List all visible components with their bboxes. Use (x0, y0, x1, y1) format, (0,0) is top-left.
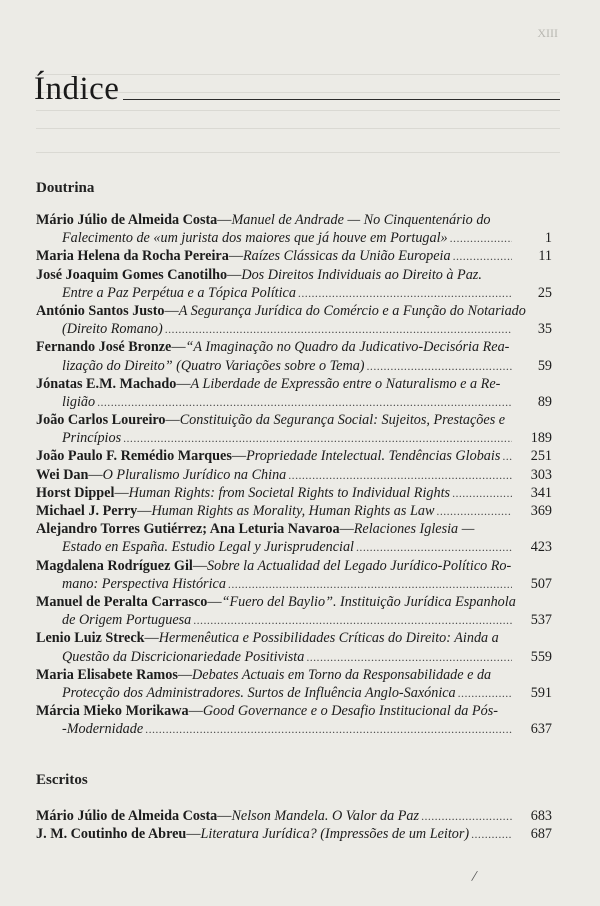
toc-entry-line (36, 538, 552, 556)
dot-leader (458, 684, 512, 702)
entry-dash: — (171, 339, 186, 356)
dot-leader (97, 393, 512, 411)
toc-entry-line (36, 211, 552, 229)
entry-author: José Joaquim Gomes Canotilho (36, 266, 228, 283)
entry-dash: — (165, 412, 180, 429)
toc-entry-line (36, 357, 552, 375)
entry-title: Human Rights: from Societal Rights to Individual Rights (128, 484, 451, 501)
toc-entry (36, 520, 552, 556)
entry-page: 341 (530, 484, 552, 501)
title-rule (123, 99, 560, 100)
dot-leader (502, 447, 512, 465)
entry-page: 687 (530, 826, 552, 843)
toc-entry-line (36, 702, 552, 720)
entry-page: 683 (530, 808, 552, 824)
dot-leader (145, 720, 512, 738)
dot-leader (453, 247, 512, 265)
entry-title: -Modernidade (62, 721, 144, 738)
entry-page: 59 (537, 357, 552, 374)
entry-author: Lenio Luiz Streck (36, 630, 145, 647)
toc-entry (36, 557, 552, 593)
entry-title: Sobre la Actualidad del Legado Jurídico-Político Ro- (207, 557, 512, 574)
toc-entry-line (36, 411, 552, 429)
toc-list-doutrina (36, 211, 552, 738)
entry-author: João Paulo F. Remédio Marques (36, 448, 232, 465)
toc-entry (36, 484, 552, 502)
toc-entry-line (36, 466, 552, 484)
entry-title: (Direito Romano) (62, 321, 163, 338)
toc-entry (36, 466, 552, 484)
toc-entry (36, 702, 552, 738)
entry-title: Falecimento de «um jurista dos maiores que já houve em Portugal» (62, 230, 448, 247)
toc-entry-line (36, 825, 552, 843)
toc-entry-line (36, 629, 552, 647)
entry-page: 423 (530, 539, 552, 556)
toc-entry (36, 411, 552, 447)
entry-dash: — (88, 466, 103, 483)
entry-page: 89 (537, 393, 552, 410)
toc-entry (36, 447, 552, 465)
toc-entry-line (36, 807, 552, 825)
toc-entry-line (36, 520, 552, 538)
entry-dash: — (339, 521, 354, 538)
entry-dash: — (137, 503, 152, 519)
entry-title: O Pluralismo Jurídico na China (102, 466, 287, 483)
toc-entry-line (36, 611, 552, 629)
toc-entry (36, 247, 552, 265)
entry-author: Mário Júlio de Almeida Costa (36, 212, 218, 228)
entry-author: J. M. Coutinho de Abreu (36, 826, 187, 843)
dot-leader (367, 357, 512, 375)
dot-leader (421, 807, 512, 825)
entry-title: Estado en España. Estudio Legal y Jurisprudencial (62, 539, 355, 556)
entry-dash: — (192, 557, 208, 574)
section-heading-doutrina: Doutrina (36, 180, 95, 196)
toc-entry-line (36, 284, 552, 302)
entry-page: 25 (537, 284, 552, 301)
entry-author: Michael J. Perry (36, 503, 138, 519)
entry-author: Maria Elisabete Ramos (36, 666, 178, 683)
dot-leader (123, 429, 512, 447)
entry-dash: — (227, 266, 242, 283)
entry-title: Human Rights as Morality, Human Rights as Law (151, 503, 435, 519)
toc-entry (36, 266, 552, 302)
toc-entry-line (36, 320, 552, 338)
toc-entry-line (36, 302, 552, 320)
entry-dash: — (228, 248, 243, 265)
dot-leader (356, 538, 512, 556)
entry-title: A Liberdade de Expressão entre o Naturalismo e a Re- (190, 375, 501, 392)
entry-page: 303 (530, 466, 552, 483)
dot-leader (306, 648, 512, 666)
toc-entry (36, 338, 552, 374)
entry-page: 637 (530, 721, 552, 738)
toc-entry-line (36, 484, 552, 502)
page-title: Índice (34, 71, 120, 107)
entry-author: António Santos Justo (36, 302, 165, 319)
entry-page: 559 (530, 648, 552, 665)
entry-dash: — (176, 375, 191, 392)
entry-author: Fernando José Bronze (36, 339, 172, 356)
entry-title: Nelson Mandela. O Valor da Paz (231, 808, 420, 824)
toc-entry (36, 593, 552, 629)
entry-dash: — (144, 630, 159, 647)
toc-entry-line (36, 575, 552, 593)
index-heading (34, 62, 560, 106)
entry-title: “A Imaginação no Quadro da Judicativo-Decisória Rea- (185, 339, 510, 356)
entry-page: 11 (538, 248, 552, 265)
toc-entry-line (36, 720, 552, 738)
pencil-mark: / (470, 867, 479, 886)
entry-dash: — (207, 593, 222, 610)
toc-list-escritos (36, 807, 552, 843)
entry-page: 369 (530, 503, 552, 519)
dot-leader (471, 825, 512, 843)
entry-dash: — (188, 703, 203, 720)
toc-entry-line (36, 375, 552, 393)
entry-page: 537 (530, 612, 552, 629)
entry-title: Princípios (62, 430, 122, 447)
entry-title: Good Governance e o Desafio Institucional da Pós- (202, 703, 498, 720)
entry-title: ligião (62, 393, 96, 410)
entry-author: Wei Dan (36, 466, 89, 483)
toc-entry-line (36, 447, 552, 465)
entry-author: Magdalena Rodríguez Gil (36, 557, 193, 574)
entry-title: Raízes Clássicas da União Europeia (243, 248, 451, 265)
toc-entry (36, 629, 552, 665)
entry-title: Entre a Paz Perpétua e a Tópica Política (62, 284, 296, 301)
entry-title: Literatura Jurídica? (Impressões de um Leitor) (200, 826, 470, 843)
bleed-through-line (36, 152, 560, 153)
entry-title: mano: Perspectiva Histórica (62, 575, 226, 592)
dot-leader (288, 466, 512, 484)
dot-leader (193, 611, 512, 629)
entry-title: “Fuero del Baylio”. Instituição Jurídica Espanhola (221, 593, 516, 610)
toc-entry-line (36, 502, 552, 520)
entry-author: João Carlos Loureiro (36, 412, 166, 429)
dot-leader (436, 502, 512, 520)
bleed-through-line (36, 110, 560, 111)
toc-entry-line (36, 557, 552, 575)
entry-dash: — (231, 448, 247, 465)
entry-page: 591 (530, 684, 552, 701)
entry-author: Manuel de Peralta Carrasco (36, 593, 208, 610)
entry-dash: — (186, 826, 201, 843)
toc-entry-line (36, 684, 552, 702)
toc-entry (36, 666, 552, 702)
entry-title: Relaciones Iglesia — (353, 521, 475, 538)
toc-entry-line (36, 247, 552, 265)
toc-entry (36, 502, 552, 520)
entry-author: Jónatas E.M. Machado (36, 375, 177, 392)
toc-entry-line (36, 429, 552, 447)
dot-leader (298, 284, 512, 302)
entry-dash: — (217, 212, 232, 228)
toc-entry-line (36, 393, 552, 411)
entry-title: Debates Actuais em Torno da Responsabilidade e da (192, 666, 492, 683)
toc-entry (36, 211, 552, 247)
entry-title: Manuel de Andrade — No Cinquentenário do (231, 212, 491, 228)
entry-page: 1 (544, 230, 552, 247)
entry-page: 35 (537, 321, 552, 338)
entry-title: Dos Direitos Individuais ao Direito à Paz. (241, 266, 482, 283)
entry-dash: — (114, 484, 129, 501)
toc-entry-line (36, 666, 552, 684)
entry-author: Mário Júlio de Almeida Costa (36, 808, 218, 824)
entry-page: 251 (530, 448, 552, 465)
entry-title: Protecção dos Administradores. Surtos de Influência Anglo-Saxónica (62, 684, 456, 701)
toc-entry-line (36, 648, 552, 666)
toc-entry-line (36, 593, 552, 611)
entry-dash: — (177, 666, 193, 683)
entry-title: Constituição da Segurança Social: Sujeitos, Prestações e (179, 412, 506, 429)
toc-entry (36, 302, 552, 338)
bleed-through-line (36, 128, 560, 129)
entry-dash: — (217, 808, 232, 824)
entry-page: 189 (530, 430, 552, 447)
entry-author: Horst Dippel (36, 484, 115, 501)
entry-page: 507 (530, 575, 552, 592)
toc-entry (36, 375, 552, 411)
toc-entry-line (36, 266, 552, 284)
dot-leader (165, 320, 512, 338)
page-number: XIII (537, 26, 558, 40)
section-heading-escritos: Escritos (36, 772, 88, 788)
entry-title: lização do Direito” (Quatro Variações sobre o Tema) (62, 357, 365, 374)
dot-leader (228, 575, 512, 593)
toc-entry-line (36, 338, 552, 356)
dot-leader (450, 229, 512, 247)
entry-author: Maria Helena da Rocha Pereira (36, 248, 229, 265)
entry-title: Hermenêutica e Possibilidades Críticas do Direito: Ainda a (158, 630, 499, 647)
toc-entry (36, 807, 552, 825)
toc-entry-line (36, 229, 552, 247)
entry-title: de Origem Portuguesa (62, 612, 192, 629)
entry-title: A Segurança Jurídica do Comércio e a Função do Notariado (178, 302, 526, 319)
toc-entry (36, 825, 552, 843)
entry-author: Alejandro Torres Gutiérrez; Ana Leturia Navaroa (36, 521, 340, 538)
entry-title: Propriedade Intelectual. Tendências Globais (246, 448, 501, 465)
dot-leader (452, 484, 512, 502)
entry-author: Márcia Mieko Morikawa (36, 703, 189, 720)
entry-dash: — (164, 302, 179, 319)
entry-title: Questão da Discricionariedade Positivista (62, 648, 305, 665)
